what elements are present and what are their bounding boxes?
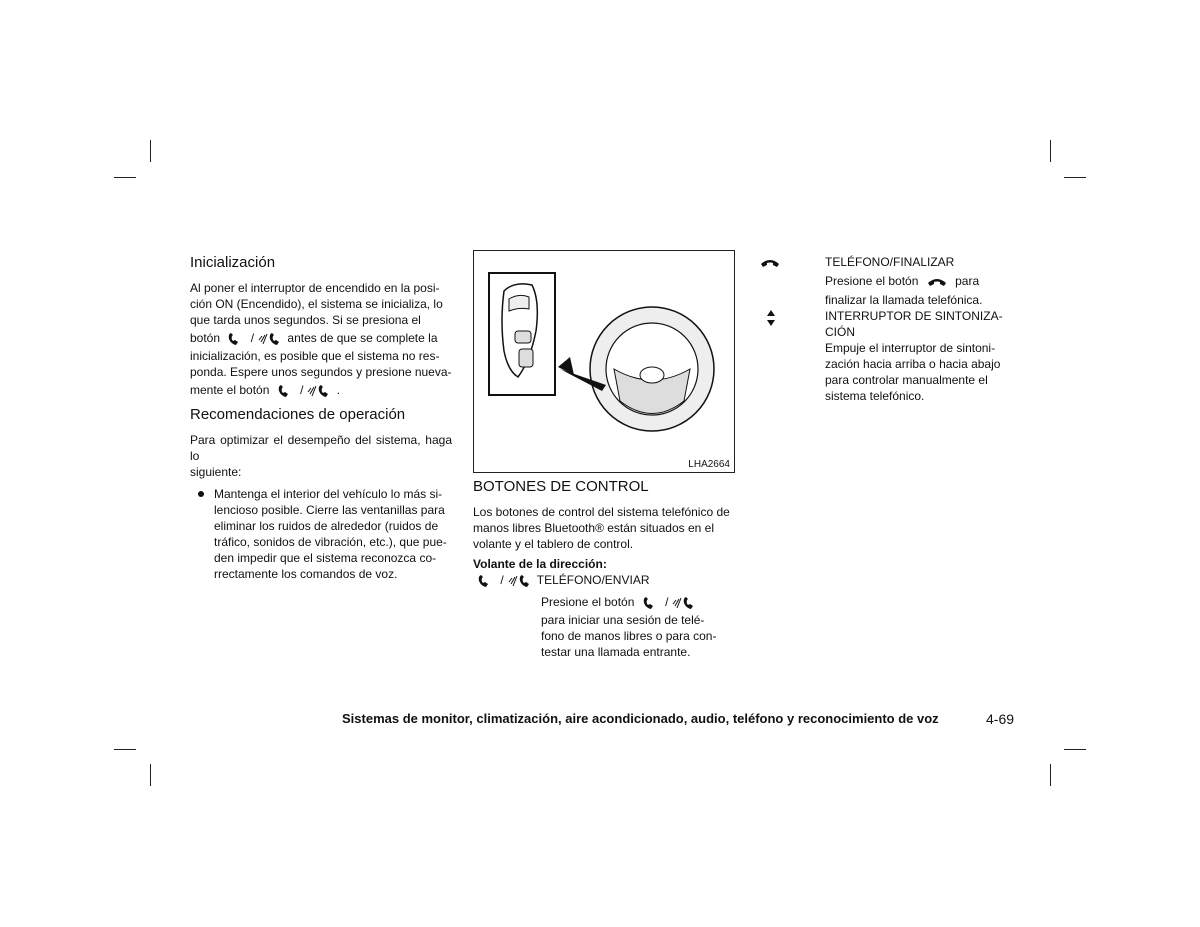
heading-inicializacion: Inicialización <box>190 254 276 271</box>
text-fragment: botón <box>190 331 221 345</box>
paragraph-line: Al poner el interruptor de encendido en la posi- <box>190 281 440 295</box>
column-left <box>190 254 452 582</box>
paragraph-line: siguiente: <box>190 465 242 479</box>
paragraph-line: fono de manos libres o para con- <box>541 629 717 643</box>
item-title: TELÉFONO/ENVIAR <box>536 573 650 587</box>
voice-phone-icon <box>508 574 530 588</box>
phone-icon <box>477 574 493 588</box>
text-fragment: mente el botón <box>190 383 270 397</box>
crop-mark <box>1050 764 1051 786</box>
heading-recomendaciones: Recomendaciones de operación <box>190 406 406 423</box>
voice-phone-icon <box>307 384 329 398</box>
figure-label: LHA2664 <box>688 459 730 470</box>
paragraph-line: sistema telefónico. <box>825 389 925 403</box>
paragraph-line: rrectamente los comandos de voz. <box>214 567 398 581</box>
paragraph-line: que tarda unos segundos. Si se presiona el <box>190 313 421 327</box>
hang-up-icon <box>926 277 948 287</box>
crop-mark <box>114 177 136 178</box>
phone-icon <box>642 596 658 610</box>
footer-title: Sistemas de monitor, climatización, aire acondicionado, audio, teléfono y reconocimiento de voz <box>342 711 939 726</box>
paragraph-line: Presione el botón / <box>541 592 736 612</box>
paragraph-line: mente el botón / . <box>190 383 341 397</box>
paragraph-line: Mantenga el interior del vehículo lo más si- <box>214 487 443 501</box>
column-middle <box>473 478 736 660</box>
item-title: TELÉFONO/FINALIZAR <box>825 255 955 269</box>
paragraph-line: volante y el tablero de control. <box>473 537 634 551</box>
item-title: CIÓN <box>825 325 855 339</box>
paragraph-line: Para optimizar el desempeño del sistema, haga lo <box>190 433 452 463</box>
crop-mark <box>114 749 136 750</box>
text-fragment: para <box>955 274 980 288</box>
page-number: 4-69 <box>986 711 1015 727</box>
paragraph-line: para iniciar una sesión de telé- <box>541 613 705 627</box>
paragraph-line: den impedir que el sistema reconozca co- <box>214 551 437 565</box>
crop-mark <box>150 764 151 786</box>
bullet-dot <box>198 491 204 497</box>
paragraph-line: finalizar la llamada telefónica. <box>825 293 983 307</box>
text-fragment: . <box>336 383 341 397</box>
paragraph-line: inicialización, es posible que el sistema no res- <box>190 349 440 363</box>
text-fragment: Presione el botón <box>541 595 635 609</box>
column-right <box>760 254 1020 404</box>
paragraph-line: botón / antes de que se complete la <box>190 331 438 345</box>
voice-phone-icon <box>672 596 694 610</box>
crop-mark <box>1050 140 1051 162</box>
item-title: INTERRUPTOR DE SINTONIZA- <box>825 309 1003 323</box>
paragraph-line: testar una llamada entrante. <box>541 645 691 659</box>
crop-mark <box>1064 177 1086 178</box>
phone-icon <box>277 384 293 398</box>
subheading-volante: Volante de la dirección: <box>473 557 607 571</box>
phone-icon <box>227 332 243 346</box>
paragraph-line: manos libres Bluetooth® están situados en el <box>473 521 714 535</box>
hang-up-icon <box>760 258 780 268</box>
paragraph-line: Los botones de control del sistema telefónico de <box>473 505 730 519</box>
crop-mark <box>150 140 151 162</box>
bullet-item <box>190 486 452 582</box>
crop-mark <box>1064 749 1086 750</box>
item-title-row: / TELÉFONO/ENVIAR <box>473 572 736 588</box>
paragraph-line: eliminar los ruidos de alrededor (ruidos de <box>214 519 439 533</box>
paragraph-line: para controlar manualmente el <box>825 373 988 387</box>
voice-phone-icon <box>258 332 280 346</box>
up-down-arrows-icon <box>766 310 776 326</box>
paragraph-line: zación hacia arriba o hacia abajo <box>825 357 1001 371</box>
text-fragment: Presione el botón <box>825 274 919 288</box>
steering-wheel-illustration <box>474 251 734 472</box>
text-fragment: antes de que se complete la <box>287 331 438 345</box>
paragraph-line: ción ON (Encendido), el sistema se inicializa, lo <box>190 297 443 311</box>
paragraph-line: lencioso posible. Cierre las ventanillas para <box>214 503 445 517</box>
paragraph-line: Empuje el interruptor de sintoni- <box>825 341 996 355</box>
steering-wheel-figure <box>473 250 735 473</box>
heading-botones-de-control: BOTONES DE CONTROL <box>473 478 649 495</box>
paragraph-line: tráfico, sonidos de vibración, etc.), que pue- <box>214 535 447 549</box>
paragraph-line <box>825 270 1020 292</box>
paragraph-line: ponda. Espere unos segundos y presione nueva- <box>190 365 452 379</box>
item-description <box>473 592 736 660</box>
